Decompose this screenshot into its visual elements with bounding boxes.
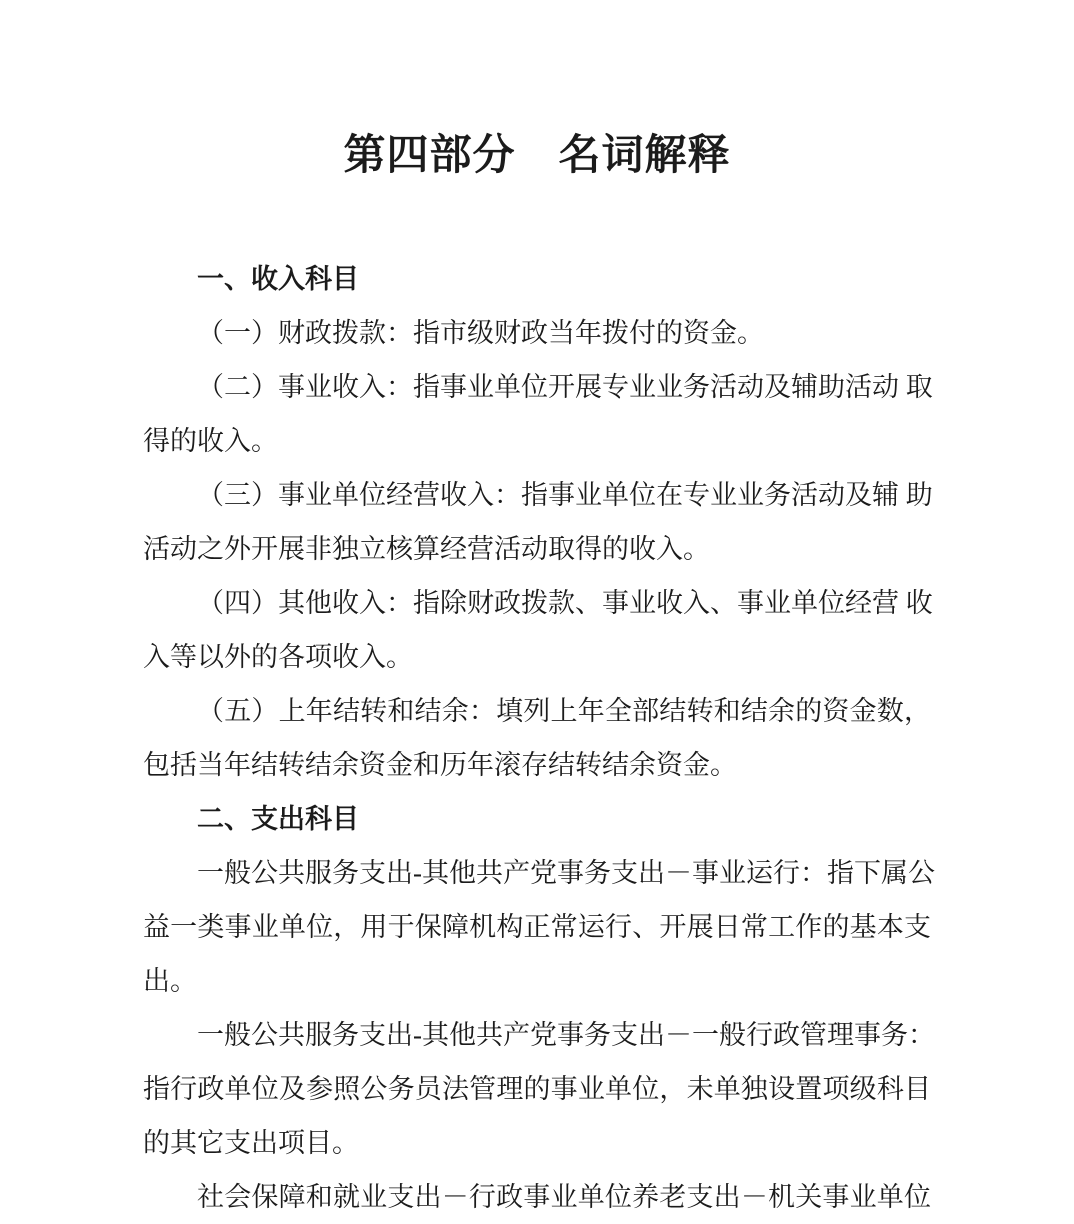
paragraph [143, 1170, 931, 1224]
paragraph [143, 306, 931, 360]
text-line: 指行政单位及参照公务员法管理的事业单位，未单独设置项级科目 [143, 1074, 931, 1104]
text-line: 一般公共服务支出-其他共产党事务支出－事业运行：指下属公 [197, 858, 935, 888]
text-line: 活动之外开展非独立核算经营活动取得的收入。 [143, 534, 710, 564]
section-heading: 一、收入科目 [197, 264, 359, 294]
text-line: （四）其他收入：指除财政拨款、事业收入、事业单位经营 收 [197, 588, 933, 618]
text-line: 益一类事业单位，用于保障机构正常运行、开展日常工作的基本支 [143, 912, 931, 942]
text-line: 出。 [143, 966, 197, 996]
document-body [143, 252, 935, 1224]
text-line: 的其它支出项目。 [143, 1128, 359, 1158]
text-line: 得的收入。 [143, 426, 278, 456]
text-line: 社会保障和就业支出－行政事业单位养老支出－机关事业单位 [197, 1182, 931, 1212]
text-line: 一般公共服务支出-其他共产党事务支出－一般行政管理事务： [197, 1020, 935, 1050]
paragraph [143, 576, 931, 684]
text-line: 包括当年结转结余资金和历年滚存结转结余资金。 [143, 750, 737, 780]
text-line: （二）事业收入：指事业单位开展专业业务活动及辅助活动 取 [197, 372, 933, 402]
text-line: （一）财政拨款：指市级财政当年拨付的资金。 [197, 318, 764, 348]
paragraph [143, 684, 931, 792]
text-line: （五）上年结转和结余：填列上年全部结转和结余的资金数， [197, 696, 931, 726]
paragraph [143, 360, 931, 468]
section-heading: 二、支出科目 [197, 804, 359, 834]
paragraph [143, 846, 935, 1008]
text-line: （三）事业单位经营收入：指事业单位在专业业务活动及辅 助 [197, 480, 933, 510]
page-title: 第四部分 名词解释 [343, 133, 731, 179]
paragraph [143, 468, 931, 576]
paragraph [143, 1008, 935, 1170]
text-line: 入等以外的各项收入。 [143, 642, 413, 672]
